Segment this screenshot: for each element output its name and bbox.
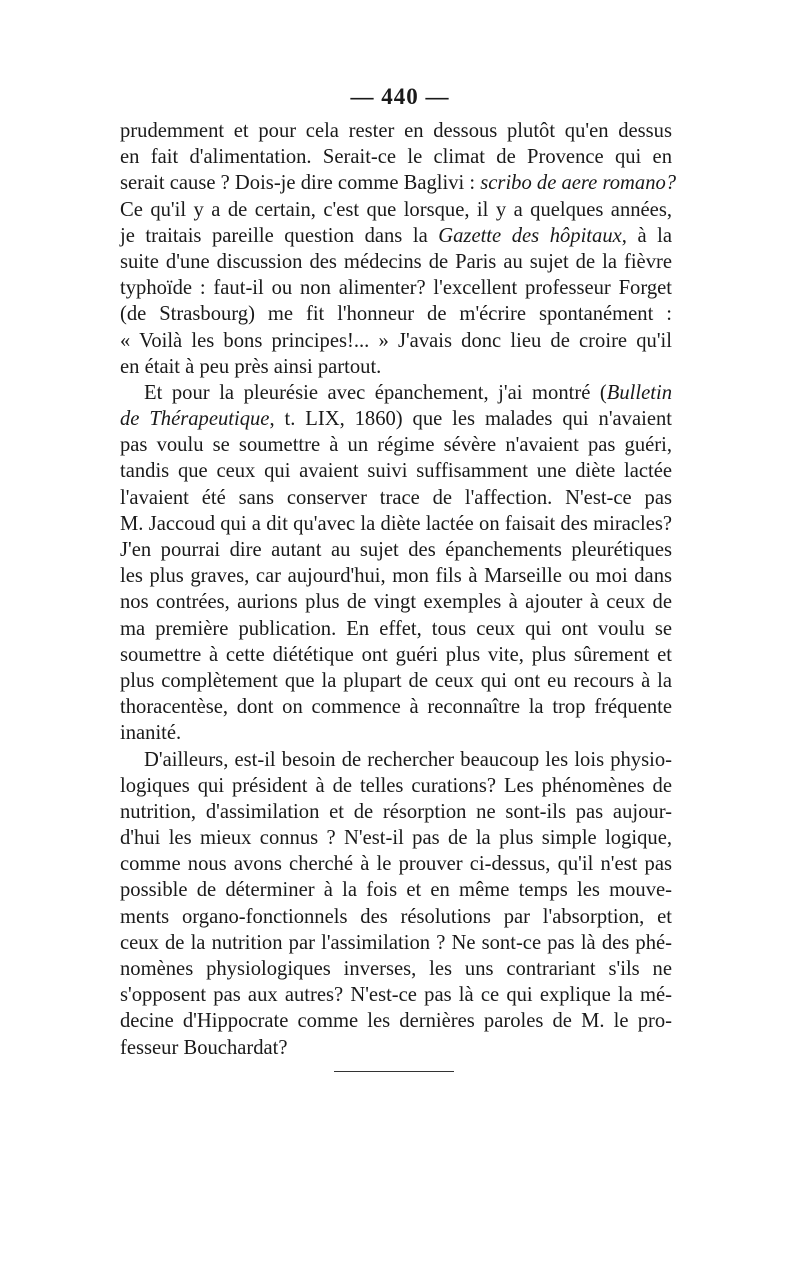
- text-run: s'opposent pas aux autres? N'est-ce pas là ce qui explique la mé-: [120, 984, 672, 1007]
- text-run: inanité.: [120, 722, 182, 745]
- text-run: soumettre à cette diététique ont guéri plus vite, plus sûrement et: [120, 643, 672, 666]
- text-run: J'en pourrai dire autant au sujet des épanchements pleurétiques: [120, 539, 672, 561]
- text-run: nos contrées, aurions plus de vingt exemples à ajouter à ceux de: [120, 591, 672, 614]
- text-run: , à la: [621, 224, 672, 247]
- italic-text-run: scribo de aere romano?: [480, 172, 677, 195]
- text-line: [120, 616, 672, 642]
- text-run: ceux de la nutrition par l'assimilation ? Ne sont-ce pas là des phé-: [120, 931, 672, 954]
- body-text: [120, 118, 677, 1061]
- text-line: [120, 144, 672, 170]
- text-run: D'ailleurs, est-il besoin de rechercher beaucoup les lois physio-: [144, 748, 672, 771]
- text-line: [120, 668, 672, 694]
- paragraph: [120, 380, 672, 747]
- text-run: les plus graves, car aujourd'hui, mon fils à Marseille ou moi dans: [120, 565, 672, 588]
- text-run: ma première publication. En effet, tous ceux qui ont voulu se: [120, 617, 672, 640]
- text-run: d'hui les mieux connus ? N'est-il pas de la plus simple logique,: [120, 827, 672, 850]
- text-line: [120, 223, 672, 249]
- text-line: [120, 563, 672, 589]
- text-run: typhoïde : faut-il ou non alimenter? l'excellent professeur Forget: [120, 277, 672, 300]
- text-line: [120, 197, 672, 223]
- text-run: prudemment et pour cela rester en dessous plutôt qu'en dessus: [120, 120, 672, 142]
- text-run: en était à peu près ainsi partout.: [120, 355, 382, 378]
- text-line: [120, 328, 672, 354]
- paragraph: [120, 118, 677, 380]
- text-run: en fait d'alimentation. Serait-ce le climat de Provence qui en: [120, 146, 672, 169]
- text-line: [120, 1035, 672, 1061]
- text-line: [120, 773, 672, 799]
- text-line: [120, 1008, 672, 1034]
- paragraph: [120, 747, 672, 1061]
- text-run: Ce qu'il y a de certain, c'est que lorsque, il y a quelques années,: [120, 198, 672, 221]
- text-line: [120, 851, 672, 877]
- text-run: plus complètement que la plupart de ceux qui ont eu recours à la: [120, 669, 672, 692]
- text-run: possible de déterminer à la fois et en même temps les mouve-: [120, 879, 672, 902]
- text-run: , t. LIX, 1860) que les malades qui n'avaient: [269, 408, 672, 431]
- text-line: [120, 982, 672, 1008]
- text-line: [120, 589, 672, 615]
- text-run: Et pour la pleurésie avec épanchement, j'ai montré (: [144, 381, 607, 404]
- text-line: [120, 118, 672, 144]
- text-line: [120, 956, 672, 982]
- text-line: [120, 877, 672, 903]
- text-run: tandis que ceux qui avaient suivi suffisamment une diète lactée: [120, 460, 672, 483]
- text-line: [120, 642, 672, 668]
- text-line: [120, 432, 672, 458]
- text-run: je traitais pareille question dans la: [120, 224, 439, 247]
- text-line: [120, 380, 672, 406]
- text-line: [120, 170, 677, 196]
- text-line: [120, 458, 672, 484]
- text-run: pas voulu se soumettre à un régime sévère n'avaient pas guéri,: [120, 434, 672, 457]
- text-line: [120, 799, 672, 825]
- text-line: [120, 537, 672, 563]
- text-run: serait cause ? Dois-je dire comme Baglivi :: [120, 172, 481, 195]
- text-line: [120, 720, 672, 746]
- text-line: [120, 825, 672, 851]
- text-run: « Voilà les bons principes!... » J'avais donc lieu de croire qu'il: [120, 329, 672, 352]
- text-run: l'avaient été sans conserver trace de l'affection. N'est-ce pas: [120, 486, 672, 509]
- text-line: [120, 747, 672, 773]
- closing-rule: [334, 1071, 454, 1072]
- text-line: [120, 904, 672, 930]
- text-line: [120, 249, 672, 275]
- text-run: M. Jaccoud qui a dit qu'avec la diète lactée on faisait des miracles?: [120, 512, 672, 535]
- text-line: [120, 930, 672, 956]
- italic-text-run: Bulletin: [606, 381, 672, 404]
- text-line: [120, 275, 672, 301]
- text-run: ments organo-fonctionnels des résolutions par l'absorption, et: [120, 905, 672, 928]
- text-run: nomènes physiologiques inverses, les uns contrariant s'ils ne: [120, 958, 672, 980]
- text-line: [120, 511, 672, 537]
- text-run: decine d'Hippocrate comme les dernières paroles de M. le pro-: [120, 1010, 672, 1033]
- text-run: nutrition, d'assimilation et de résorption ne sont-ils pas aujour-: [120, 800, 672, 823]
- text-run: (de Strasbourg) me fit l'honneur de m'écrire spontanément :: [120, 303, 672, 326]
- text-line: [120, 485, 672, 511]
- text-line: [120, 301, 672, 327]
- page-number: — 440 —: [350, 84, 450, 109]
- text-line: [120, 694, 672, 720]
- text-run: logiques qui président à de telles curations? Les phénomènes de: [120, 774, 672, 797]
- text-run: thoracentèse, dont on commence à reconnaître la trop fréquente: [120, 696, 672, 719]
- italic-text-run: de Thérapeutique: [120, 408, 270, 431]
- italic-text-run: Gazette des hôpitaux: [438, 224, 622, 247]
- text-run: suite d'une discussion des médecins de Paris au sujet de la fièvre: [120, 250, 672, 273]
- text-line: [120, 406, 672, 432]
- text-line: [120, 354, 672, 380]
- text-run: comme nous avons cherché à le prouver ci-dessus, qu'il n'est pas: [120, 853, 672, 876]
- text-run: fesseur Bouchardat?: [120, 1036, 288, 1059]
